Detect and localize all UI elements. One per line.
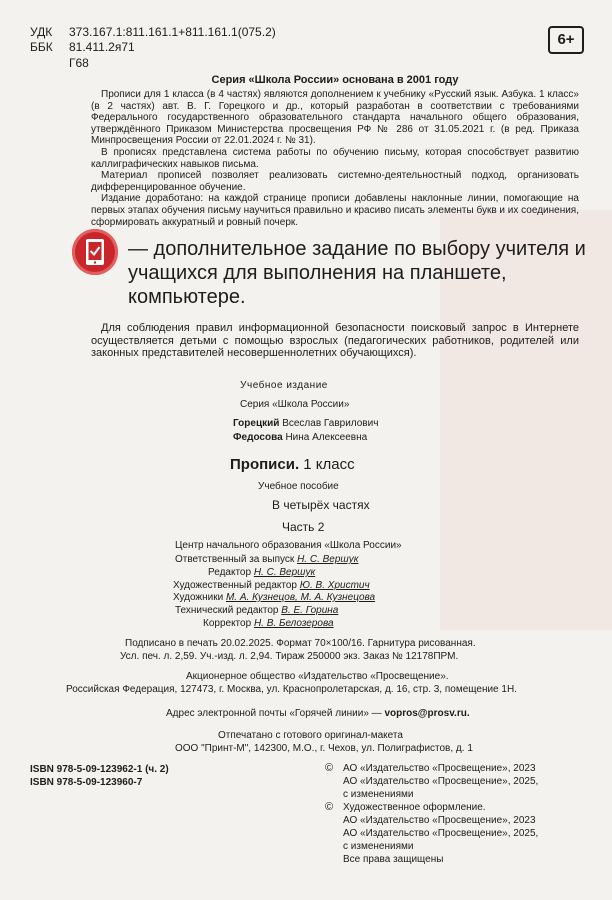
edition-kind: Учебное пособие <box>258 481 339 492</box>
author-name: Всеслав Гаврилович <box>282 418 379 429</box>
copyright-symbol: © <box>325 801 334 813</box>
author-surname: Горецкий <box>233 418 280 429</box>
credit-name: Н. С. Вершук <box>297 554 359 565</box>
publisher-name: Акционерное общество «Издательство «Просвещение». <box>186 671 449 682</box>
publisher-address: Российская Федерация, 127473, г. Москва, ул. Краснопролетарская, д. 16, стр. 3, помещение 1Н. <box>66 684 517 695</box>
author-name: Нина Алексеевна <box>285 432 368 443</box>
isbn-line: ISBN 978-5-09-123962-1 (ч. 2) <box>30 764 169 775</box>
printer-line: Отпечатано с готового оригинал-макета <box>218 730 403 741</box>
copyright-line: Художественное оформление. <box>343 802 486 813</box>
credit-row <box>173 592 375 604</box>
credit-name: Н. В. Белозерова <box>253 618 334 629</box>
copyright-line: АО «Издательство «Просвещение», 2025, <box>343 776 539 787</box>
edition-series: Серия «Школа России» <box>240 399 350 410</box>
author-surname: Федосова <box>233 432 283 443</box>
credit-row <box>175 554 358 566</box>
bbk-label: ББК <box>30 40 53 54</box>
credit-row <box>203 618 334 630</box>
book-title <box>230 456 355 474</box>
series-founded-line: Серия «Школа России» основана в 2001 году <box>211 74 459 86</box>
print-info-line: Подписано в печать 20.02.2025. Формат 70×100/16. Гарнитура рисованная. <box>125 638 476 649</box>
isbn-line: ISBN 978-5-09-123960-7 <box>30 777 143 788</box>
safety-note: Для соблюдения правил информационной безопасности поисковый запрос в Интернете осуществляется детьми с помощью взрослых (педагогических работников, родителей или законных представителей несовершеннолетних обучающихся). <box>91 322 579 360</box>
author-2 <box>233 432 367 444</box>
hotline-email <box>166 708 470 720</box>
copyright-line: АО «Издательство «Просвещение», 2025, <box>343 828 539 839</box>
credit-name: Н. С. Вершук <box>253 567 316 578</box>
edition-type: Учебное издание <box>240 380 328 391</box>
age-rating-badge: 6+ <box>548 26 584 54</box>
copyright-line: с изменениями <box>343 789 414 800</box>
email-label: Адрес электронной почты «Горячей линии» — <box>166 708 382 719</box>
credit-row <box>175 605 338 617</box>
book-title-text: Прописи. <box>230 456 300 473</box>
intro-paragraph: Прописи для 1 класса (в 4 частях) являются дополнением к учебнику «Русский язык. Азбука. 1 класс» (в 2 частях) авт. В. Г. Горецкого и др., который разработан в соответствии с требованиями Федерального государственного образовательного стандарта начального общего образования, утверждённого Приказом Министерства просвещения РФ № 286 от 31.05.2021 г. (в ред. Приказа Минпросвещения России от 22.01.2024 г. № 31). <box>91 89 579 147</box>
credit-row <box>208 567 315 579</box>
bbk-value: 81.411.2я71 <box>69 40 135 54</box>
intro-paragraph: Издание доработано: на каждой странице прописи добавлены наклонные линии, помогающие на первых этапах обучения письму научиться правильно и красиво писать элементы букв и их соединения, сформировать аккуратный и ровный почерк. <box>91 193 579 228</box>
copyright-line: АО «Издательство «Просвещение», 2023 <box>343 815 536 826</box>
copyright-line: АО «Издательство «Просвещение», 2023 <box>343 763 536 774</box>
author-1 <box>233 418 378 430</box>
credit-name: Ю. В. Христич <box>299 580 370 591</box>
credit-name: В. Е. Горина <box>281 605 339 616</box>
udk-label: УДК <box>30 25 53 39</box>
icon-caption: — дополнительное задание по выбору учителя и учащихся для выполнения на планшете, компьютере. <box>128 238 586 308</box>
credit-row <box>173 580 370 592</box>
credit-role: Ответственный за выпуск <box>175 554 295 565</box>
book-grade: 1 класс <box>303 456 355 473</box>
credit-role: Художники <box>173 592 224 603</box>
education-center: Центр начального образования «Школа России» <box>175 540 402 551</box>
edition-parts: В четырёх частях <box>272 498 370 512</box>
edition-part: Часть 2 <box>282 520 325 534</box>
email-address: vopros@prosv.ru. <box>384 708 470 719</box>
copyright-symbol: © <box>325 762 334 774</box>
intro-paragraph: Материал прописей позволяет реализовать системно-деятельностный подход, организовать дифференцированное обучение. <box>91 170 579 193</box>
credit-role: Технический редактор <box>175 605 279 616</box>
copyright-line: с изменениями <box>343 841 414 852</box>
credit-name: М. А. Кузнецов, М. А. Кузнецова <box>225 592 376 603</box>
udk-value: 373.167.1:811.161.1+811.161.1(075.2) <box>69 25 276 39</box>
credit-role: Художественный редактор <box>173 580 297 591</box>
intro-text <box>91 89 579 228</box>
copyright-line: Все права защищены <box>343 854 444 865</box>
printer-line: ООО "Принт-М", 142300, М.О., г. Чехов, ул. Полиграфистов, д. 1 <box>175 743 473 754</box>
credit-role: Корректор <box>203 618 252 629</box>
intro-paragraph: В прописях представлена система работы по обучению письму, которая способствует развитию каллиграфических навыков письма. <box>91 146 579 170</box>
print-info-line: Усл. печ. л. 2,59. Уч.-изд. л. 2,94. Тираж 250000 экз. Заказ № 12178ПРМ. <box>120 651 459 662</box>
tablet-icon <box>72 229 118 275</box>
credit-role: Редактор <box>208 567 252 578</box>
classification-code: Г68 <box>69 56 89 70</box>
